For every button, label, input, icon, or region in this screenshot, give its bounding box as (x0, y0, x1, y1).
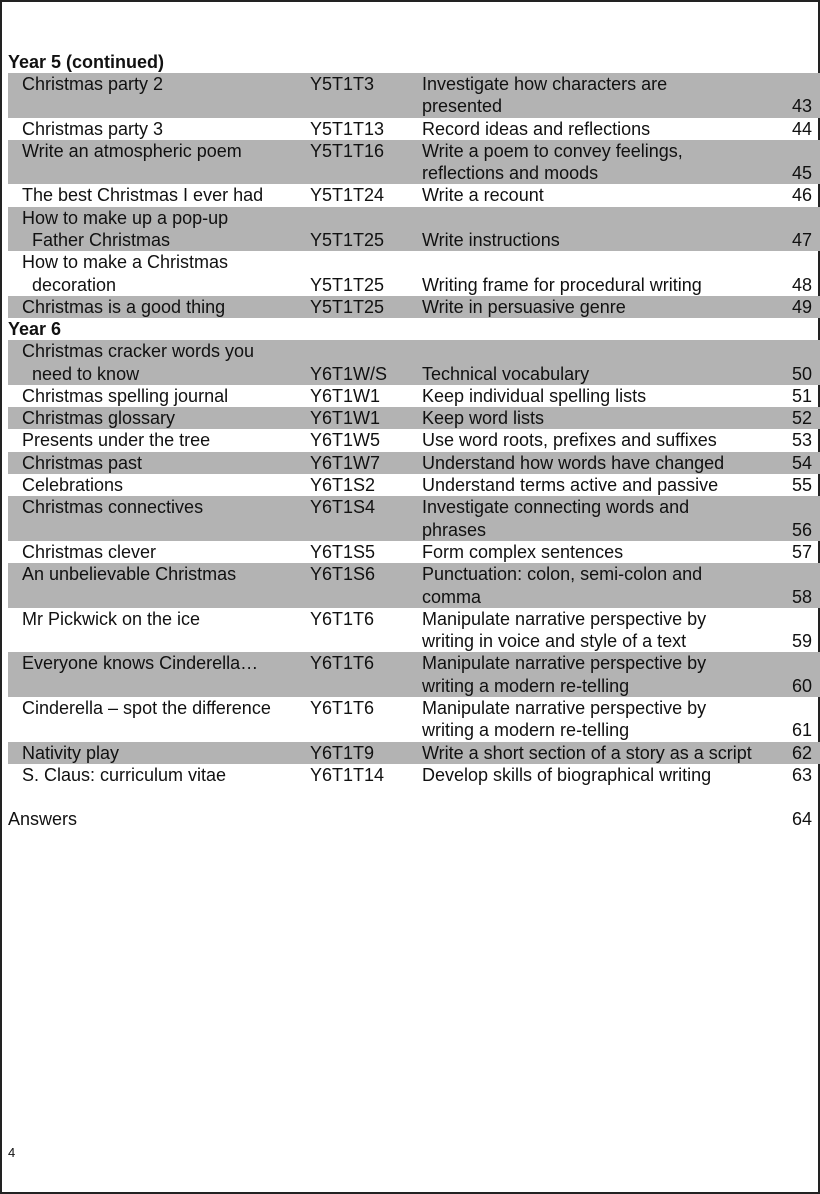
objective-description (422, 184, 782, 206)
objective-code: Y6T1W/S (310, 363, 388, 384)
objective-description (422, 697, 782, 742)
objective-code: Y6T1T14 (310, 764, 385, 785)
activity-title (22, 296, 314, 318)
page-ref: 44 (791, 118, 812, 139)
year6-rows (8, 340, 820, 786)
objective-code: Y6T1S2 (310, 475, 376, 496)
objective-description (422, 742, 782, 764)
activity-title-line: Celebrations (22, 475, 124, 496)
activity-title-line: Christmas spelling journal (22, 385, 229, 406)
year5-heading: Year 5 (continued) (8, 52, 165, 72)
contents-row (8, 118, 820, 140)
page-ref: 45 (791, 163, 812, 184)
answers-label: Answers (8, 809, 78, 830)
activity-title-line: Christmas cracker words you (22, 341, 255, 362)
page-ref: 58 (791, 586, 812, 607)
objective-code: Y6T1T6 (310, 608, 375, 629)
page-ref: 61 (791, 720, 812, 741)
contents-row (8, 541, 820, 563)
page-ref: 57 (791, 541, 812, 562)
contents-row (8, 407, 820, 429)
objective-description (422, 73, 782, 118)
objective-description (422, 563, 782, 608)
objective-description-line: Form complex sentences (422, 541, 624, 562)
contents-row (8, 474, 820, 496)
activity-title (22, 452, 314, 474)
objective-code: Y5T1T25 (310, 296, 385, 317)
objective-description-line: presented (422, 96, 503, 117)
activity-title-line: Mr Pickwick on the ice (22, 608, 201, 629)
activity-title-line: need to know (32, 363, 140, 384)
page-ref: 47 (791, 230, 812, 251)
page-ref: 63 (791, 764, 812, 785)
year6-heading: Year 6 (8, 319, 62, 340)
objective-code: Y6T1S6 (310, 564, 376, 585)
activity-title (22, 73, 314, 95)
activity-title (22, 407, 314, 429)
contents-row (8, 563, 820, 608)
objective-description-line: Manipulate narrative perspective by (422, 653, 707, 674)
objective-code: Y6T1T9 (310, 742, 375, 763)
activity-title (22, 340, 314, 385)
objective-description-line: comma (422, 586, 482, 607)
page-ref: 55 (791, 475, 812, 496)
activity-title (22, 474, 314, 496)
objective-description-line: Investigate connecting words and (422, 497, 690, 518)
objective-description (422, 652, 782, 697)
objective-code: Y6T1S5 (310, 541, 376, 562)
objective-description-line: Keep individual spelling lists (422, 385, 647, 406)
objective-code: Y6T1W7 (310, 452, 381, 473)
activity-title-line: Christmas clever (22, 541, 157, 562)
objective-description (422, 452, 782, 474)
contents-table (8, 51, 820, 830)
objective-code: Y6T1S4 (310, 497, 376, 518)
objective-description-line: writing a modern re-telling (422, 675, 630, 696)
activity-title-line: Christmas past (22, 452, 143, 473)
objective-description (422, 229, 782, 251)
objective-code: Y6T1T6 (310, 698, 375, 719)
objective-description-line: Record ideas and reflections (422, 118, 651, 139)
objective-description (422, 363, 782, 385)
objective-description (422, 385, 782, 407)
activity-title (22, 385, 314, 407)
objective-description-line: Write in persuasive genre (422, 296, 626, 317)
page-ref: 62 (791, 742, 812, 763)
activity-title (22, 140, 314, 162)
activity-title-line: Nativity play (22, 742, 120, 763)
answers-row (8, 808, 820, 830)
objective-description (422, 764, 782, 786)
activity-title (22, 541, 314, 563)
activity-title-line: Father Christmas (32, 230, 171, 251)
contents-row (8, 697, 820, 742)
objective-code: Y6T1W1 (310, 408, 381, 429)
objective-description-line: reflections and moods (422, 163, 599, 184)
objective-code: Y5T1T3 (310, 74, 375, 94)
contents-row (8, 140, 820, 185)
objective-code: Y5T1T16 (310, 140, 385, 161)
activity-title (22, 652, 314, 674)
page-ref: 56 (791, 519, 812, 540)
objective-description-line: Investigate how characters are (422, 74, 668, 94)
contents-row (8, 764, 820, 786)
objective-description-line: Understand how words have changed (422, 452, 725, 473)
page-ref: 53 (791, 430, 812, 451)
objective-description (422, 296, 782, 318)
activity-title-line: The best Christmas I ever had (22, 185, 264, 206)
objective-code: Y5T1T24 (310, 185, 385, 206)
objective-description-line: Understand terms active and passive (422, 475, 719, 496)
page-ref: 49 (791, 296, 812, 317)
objective-description-line: Punctuation: colon, semi-colon and (422, 564, 703, 585)
contents-row (8, 73, 820, 118)
objective-code: Y6T1W5 (310, 430, 381, 451)
year5-rows (8, 73, 820, 318)
contents-row (8, 207, 820, 252)
contents-row (8, 296, 820, 318)
objective-code: Y5T1T25 (310, 274, 385, 295)
activity-title-line: Christmas glossary (22, 408, 176, 429)
contents-row (8, 496, 820, 541)
activity-title (22, 184, 314, 206)
objective-description-line: Write instructions (422, 230, 560, 251)
objective-description (422, 274, 782, 296)
objective-code: Y6T1W1 (310, 385, 381, 406)
contents-row (8, 429, 820, 451)
objective-description-line: writing a modern re-telling (422, 720, 630, 741)
page-ref: 54 (791, 452, 812, 473)
page-ref: 50 (791, 363, 812, 384)
objective-description-line: Writing frame for procedural writing (422, 274, 702, 295)
objective-description-line: Manipulate narrative perspective by (422, 698, 707, 719)
contents-row (8, 385, 820, 407)
page-number: 4 (8, 1145, 16, 1160)
objective-description-line: Manipulate narrative perspective by (422, 608, 707, 629)
activity-title-line: S. Claus: curriculum vitae (22, 764, 227, 785)
objective-description-line: phrases (422, 519, 487, 540)
activity-title (22, 608, 314, 630)
objective-description-line: Develop skills of biographical writing (422, 764, 712, 785)
page-ref: 59 (791, 631, 812, 652)
page-ref: 48 (791, 274, 812, 295)
activity-title (22, 764, 314, 786)
objective-description (422, 407, 782, 429)
activity-title-line: How to make a Christmas (22, 252, 229, 273)
page-ref: 51 (791, 385, 812, 406)
objective-description (422, 541, 782, 563)
objective-description (422, 608, 782, 653)
page-ref: 46 (791, 185, 812, 206)
objective-code: Y6T1T6 (310, 653, 375, 674)
activity-title-line: Write an atmospheric poem (22, 140, 242, 161)
activity-title (22, 207, 314, 252)
contents-row (8, 340, 820, 385)
activity-title-line: How to make up a pop-up (22, 207, 229, 228)
objective-description (422, 118, 782, 140)
activity-title (22, 697, 314, 719)
activity-title-line: Everyone knows Cinderella… (22, 653, 259, 674)
activity-title-line: An unbelievable Christmas (22, 564, 237, 585)
activity-title (22, 496, 314, 518)
objective-description-line: Use word roots, prefixes and suffixes (422, 430, 717, 451)
activity-title (22, 563, 314, 585)
answers-page: 64 (791, 809, 812, 830)
activity-title-line: Presents under the tree (22, 430, 211, 451)
contents-row (8, 608, 820, 653)
contents-row (8, 652, 820, 697)
activity-title-line: decoration (32, 274, 117, 295)
objective-description-line: Write a short section of a story as a script (422, 742, 752, 763)
activity-title (22, 429, 314, 451)
objective-code: Y5T1T13 (310, 118, 385, 139)
objective-description-line: Write a poem to convey feelings, (422, 140, 683, 161)
activity-title (22, 118, 314, 140)
objective-description (422, 140, 782, 185)
objective-description-line: Technical vocabulary (422, 363, 590, 384)
objective-description (422, 496, 782, 541)
activity-title (22, 742, 314, 764)
objective-description (422, 429, 782, 451)
objective-description-line: Keep word lists (422, 408, 545, 429)
page-ref: 43 (791, 96, 812, 117)
activity-title (22, 251, 314, 296)
objective-code: Y5T1T25 (310, 230, 385, 251)
activity-title-line: Christmas is a good thing (22, 296, 226, 317)
activity-title-line: Christmas party 2 (22, 74, 164, 94)
page-ref: 60 (791, 675, 812, 696)
contents-row (8, 251, 820, 296)
objective-description-line: Write a recount (422, 185, 544, 206)
objective-description-line: writing in voice and style of a text (422, 631, 687, 652)
activity-title-line: Christmas connectives (22, 497, 204, 518)
page-ref: 52 (791, 408, 812, 429)
contents-row (8, 184, 820, 206)
activity-title-line: Cinderella – spot the difference (22, 698, 271, 719)
contents-row (8, 452, 820, 474)
activity-title-line: Christmas party 3 (22, 118, 164, 139)
objective-description (422, 474, 782, 496)
contents-row (8, 742, 820, 764)
